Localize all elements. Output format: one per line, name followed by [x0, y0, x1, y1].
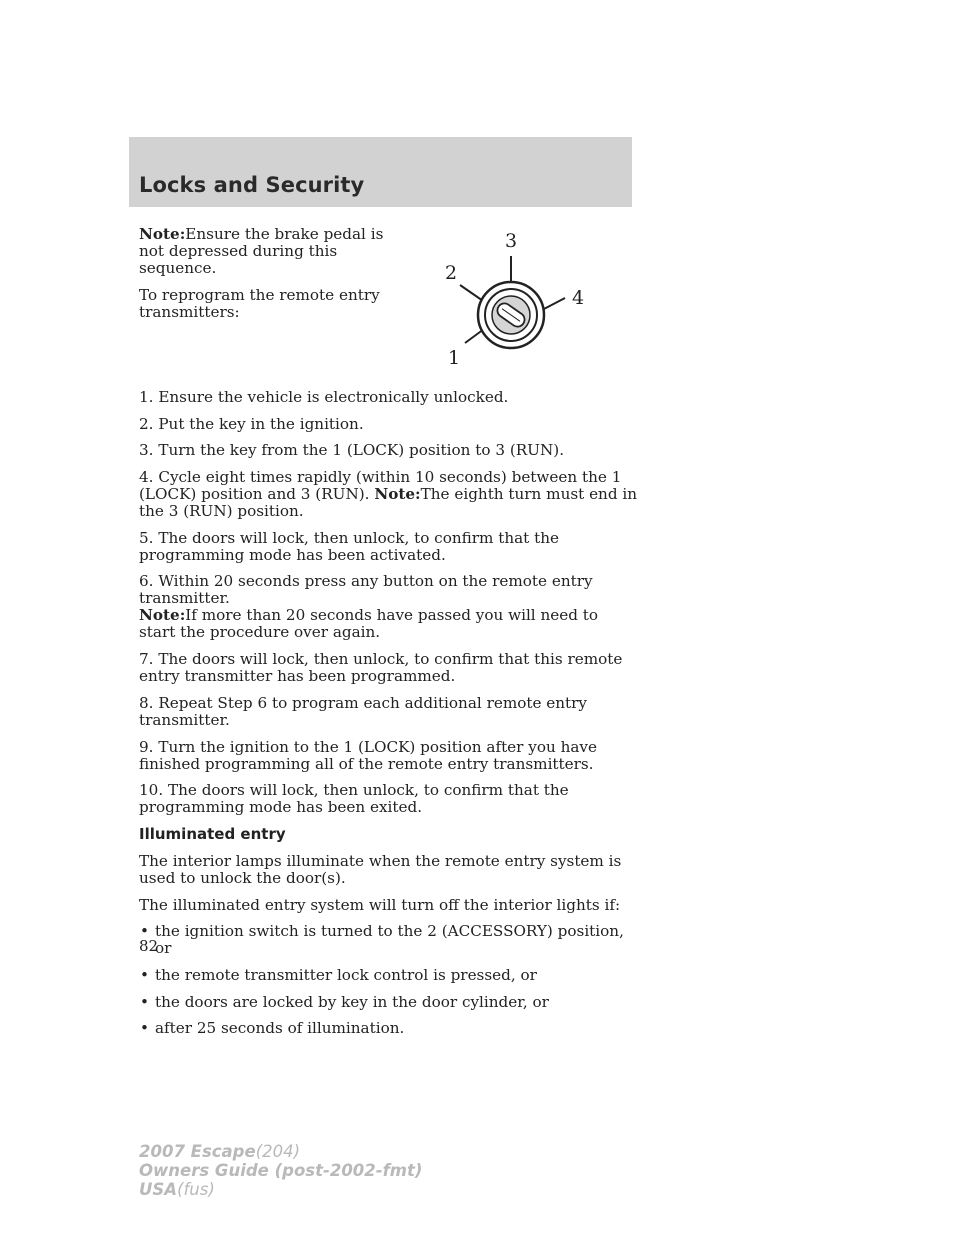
list-item: [139, 967, 639, 984]
ignition-switch-illustration: [420, 222, 600, 378]
list-item-text: after 25 seconds of illumination.: [155, 1019, 405, 1038]
footer-line-3: [139, 1180, 422, 1199]
footer-market-code: (fus): [177, 1180, 215, 1199]
illuminated-conditions-list: [139, 923, 639, 1037]
illuminated-entry-heading: Illuminated entry: [139, 824, 286, 843]
bullet-glyph: •: [140, 965, 149, 984]
list-item: [139, 923, 639, 957]
step-10: 10. The doors will lock, then unlock, to confirm that the programming mode has been exited.: [139, 781, 569, 817]
intro-block: [139, 226, 404, 331]
footer-line-1: [139, 1142, 422, 1161]
intro-note: [139, 226, 404, 277]
illuminated-para-2: The illuminated entry system will turn off the interior lights if:: [139, 895, 621, 914]
step-4-text: 4. Cycle eight times rapidly (within 10 seconds) between the 1 (LOCK) position and 3 (RUN).: [139, 468, 622, 504]
ignition-diagram: [420, 222, 600, 382]
footer-market: USA: [139, 1180, 178, 1199]
step-4-note-label: Note:: [374, 485, 421, 504]
list-item: [139, 994, 639, 1011]
intro-lead: To reprogram the remote entry transmitters:: [139, 286, 380, 321]
step-3: 3. Turn the key from the 1 (LOCK) position to 3 (RUN).: [139, 441, 565, 460]
bullet-glyph: •: [140, 1019, 149, 1038]
position-label-3: 3: [504, 230, 518, 252]
list-item: [139, 1020, 639, 1037]
position-label-2: 2: [444, 262, 458, 284]
section-title: Locks and Security: [139, 173, 365, 197]
document-footer: [139, 1142, 422, 1199]
position-label-4: 4: [571, 287, 585, 309]
step-6-note-label: Note:: [139, 606, 186, 625]
step-4: [139, 469, 639, 520]
step-1: 1. Ensure the vehicle is electronically unlocked.: [139, 388, 509, 406]
step-6-text: 6. Within 20 seconds press any button on the remote entry transmitter.: [139, 572, 593, 608]
footer-model: 2007 Escape: [139, 1142, 256, 1161]
step-8: 8. Repeat Step 6 to program each additional remote entry transmitter.: [139, 693, 588, 729]
section-header-band: [129, 137, 632, 207]
programming-steps: [139, 389, 639, 1047]
step-6-note-text: If more than 20 seconds have passed you will need to start the procedure over again.: [139, 606, 599, 642]
step-4-note-text: The eighth turn must end in the 3 (RUN) position.: [139, 485, 638, 521]
footer-line-2: Owners Guide (post-2002-fmt): [139, 1161, 423, 1180]
list-item-text: the ignition switch is turned to the 2 (ACCESSORY) position, or: [155, 922, 624, 958]
step-9: 9. Turn the ignition to the 1 (LOCK) position after you have finished programming all of the remote entry transmitters.: [139, 737, 597, 773]
list-item-text: the doors are locked by key in the door cylinder, or: [155, 992, 549, 1011]
list-item-text: the remote transmitter lock control is pressed, or: [155, 965, 537, 984]
step-5: 5. The doors will lock, then unlock, to confirm that the programming mode has been activated.: [139, 528, 559, 564]
page-number: 82: [139, 937, 159, 955]
bullet-glyph: •: [140, 922, 149, 941]
step-7: 7. The doors will lock, then unlock, to confirm that this remote entry transmitter has been programmed.: [139, 650, 623, 686]
step-6: [139, 573, 639, 641]
illuminated-para-1: The interior lamps illuminate when the remote entry system is used to unlock the door(s).: [139, 851, 622, 887]
step-2: 2. Put the key in the ignition.: [139, 414, 364, 433]
note-text: Ensure the brake pedal is not depressed during this sequence.: [139, 225, 384, 277]
position-label-1: 1: [447, 347, 461, 369]
bullet-glyph: •: [140, 992, 149, 1011]
note-label: Note:: [139, 225, 186, 243]
footer-model-code: (204): [255, 1142, 301, 1161]
